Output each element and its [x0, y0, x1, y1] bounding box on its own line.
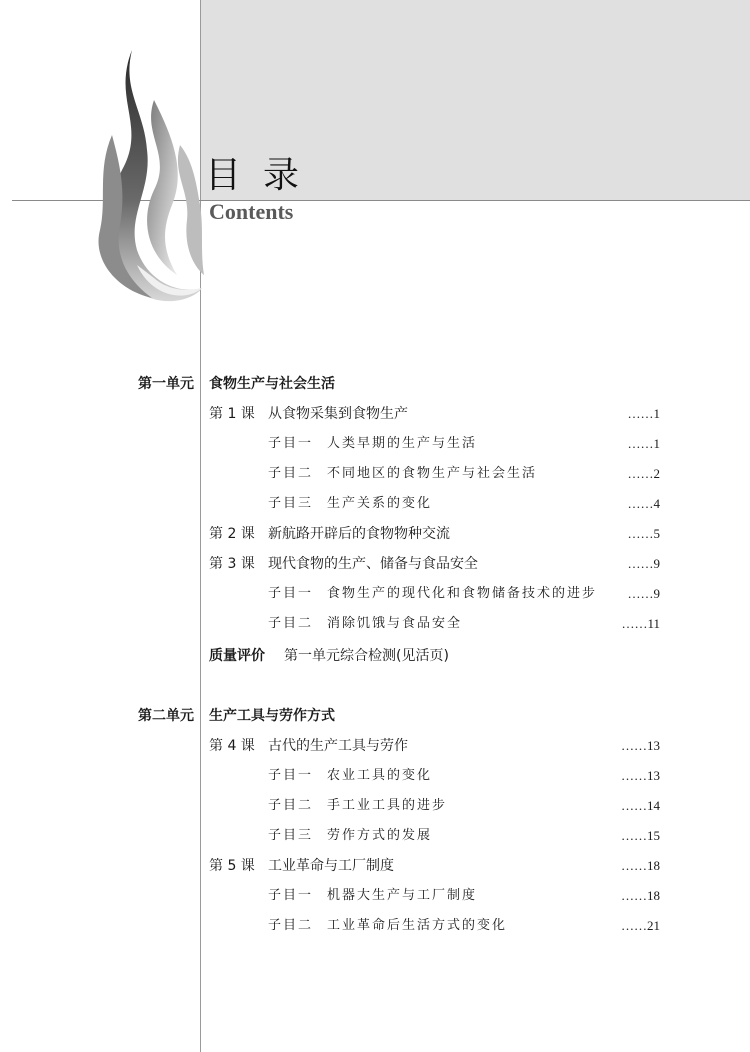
- subsection-label: 子目三: [268, 828, 314, 843]
- subsection-label: 子目一: [268, 586, 314, 601]
- unit-title: 食物生产与社会生活: [209, 376, 335, 392]
- lesson-label: 第 5 课: [209, 858, 255, 874]
- subsection-title-link[interactable]: 食物生产的现代化和食物储备技术的进步: [327, 586, 598, 601]
- page-subtitle: Contents: [209, 199, 294, 224]
- subsection-title-link[interactable]: 生产关系的变化: [327, 496, 433, 511]
- subsection-label: 子目二: [268, 466, 314, 481]
- page-number: ……18: [621, 858, 660, 873]
- page-number: ……11: [621, 616, 660, 631]
- page-number: ……4: [627, 496, 660, 511]
- page-number: ……1: [627, 436, 660, 451]
- subsection-label: 子目二: [268, 918, 314, 933]
- subsection-label: 子目三: [268, 496, 314, 511]
- lesson-label: 第 1 课: [209, 406, 255, 422]
- subsection-label: 子目二: [268, 798, 314, 813]
- page-number: ……9: [627, 586, 660, 601]
- subsection-title-link[interactable]: 机器大生产与工厂制度: [327, 888, 478, 903]
- unit-label: 第一单元: [138, 376, 194, 392]
- subsection-label: 子目二: [268, 616, 314, 631]
- lesson-title-link[interactable]: 现代食物的生产、储备与食品安全: [268, 556, 478, 572]
- subsection-title-link[interactable]: 人类早期的生产与生活: [327, 436, 478, 451]
- subsection-title-link[interactable]: 劳作方式的发展: [327, 828, 433, 843]
- subsection-title-link[interactable]: 消除饥饿与食品安全: [327, 616, 463, 631]
- page-number: ……13: [621, 768, 660, 783]
- lesson-title-link[interactable]: 从食物采集到食物生产: [268, 406, 408, 422]
- subsection-label: 子目一: [268, 768, 314, 783]
- unit-label: 第二单元: [138, 708, 194, 724]
- page-number: ……14: [621, 798, 660, 813]
- subsection-label: 子目一: [268, 888, 314, 903]
- subsection-title-link[interactable]: 工业革命后生活方式的变化: [327, 918, 508, 933]
- page-number: ……5: [627, 526, 660, 541]
- assessment-label: 质量评价: [209, 648, 265, 664]
- subsection-title-link[interactable]: 农业工具的变化: [327, 768, 433, 783]
- lesson-label: 第 4 课: [209, 738, 255, 754]
- unit-title: 生产工具与劳作方式: [209, 708, 335, 724]
- lesson-label: 第 2 课: [209, 526, 255, 542]
- subsection-title-link[interactable]: 不同地区的食物生产与社会生活: [327, 466, 538, 481]
- lesson-title-link[interactable]: 古代的生产工具与劳作: [268, 738, 408, 754]
- subsection-title-link[interactable]: 手工业工具的进步: [327, 798, 448, 813]
- lesson-title-link[interactable]: 新航路开辟后的食物物种交流: [268, 526, 450, 542]
- page-title: 目录: [205, 155, 322, 196]
- assessment-title-link[interactable]: 第一单元综合检测(见活页): [284, 648, 449, 664]
- page-number: ……15: [621, 828, 660, 843]
- page-number: ……18: [621, 888, 660, 903]
- lesson-label: 第 3 课: [209, 556, 255, 572]
- flame-decoration: [92, 40, 207, 310]
- page-number: ……13: [621, 738, 660, 753]
- page-number: ……9: [627, 556, 660, 571]
- subsection-label: 子目一: [268, 436, 314, 451]
- page-number: ……21: [621, 918, 660, 933]
- page-number: ……1: [627, 406, 660, 421]
- page-number: ……2: [627, 466, 660, 481]
- lesson-title-link[interactable]: 工业革命与工厂制度: [268, 858, 394, 874]
